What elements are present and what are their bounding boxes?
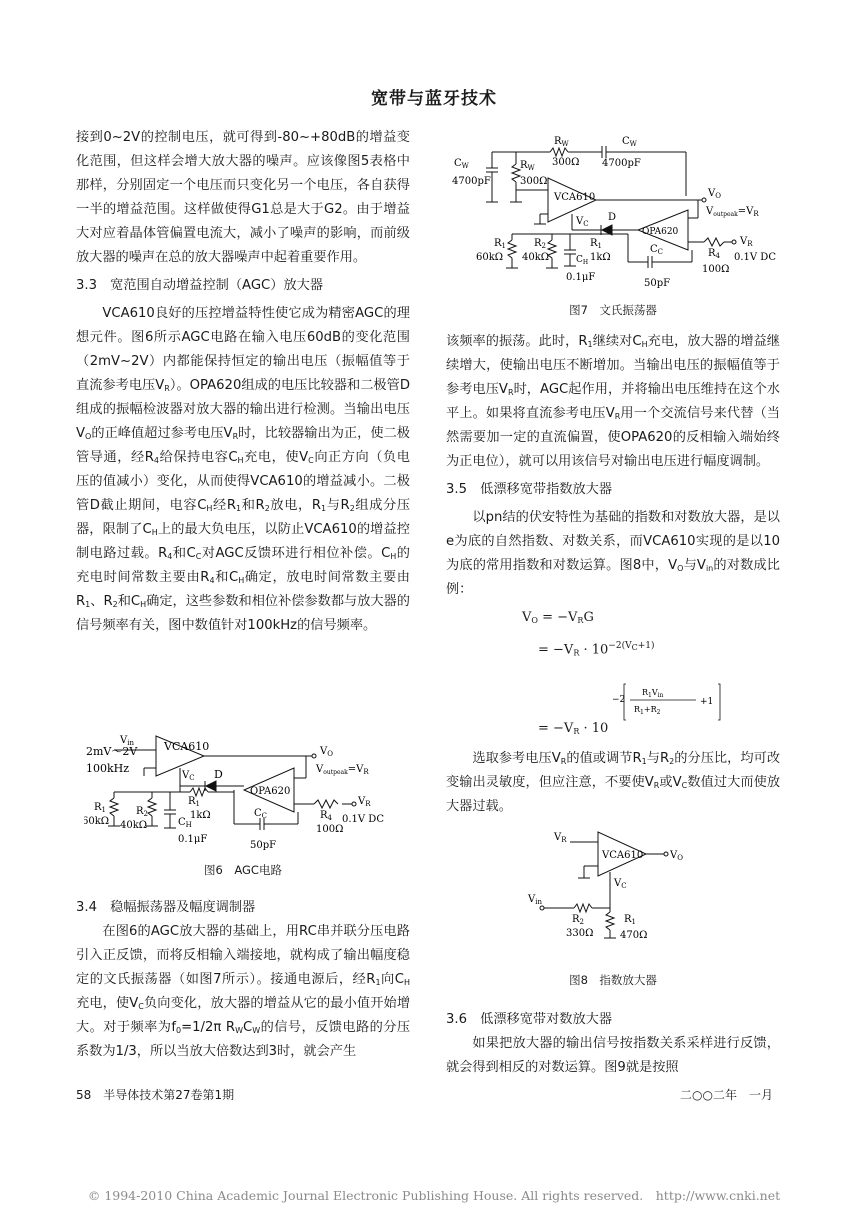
svg-text:OPA620: OPA620 (642, 227, 679, 237)
svg-text:VO: $V_O$ (670, 850, 683, 862)
section-heading-3-6: 3.6 低漂移宽带对数放大器 (446, 1012, 613, 1027)
svg-text:D: D (214, 768, 223, 781)
svg-text:CC: $C_C$ (650, 244, 664, 256)
agc-circuit-diagram (84, 728, 404, 852)
svg-text:40kΩ: 40kΩ (120, 820, 148, 831)
svg-text:100kHz: 100kHz (86, 762, 130, 775)
svg-text:2mV～2V: 2mV～2V (86, 745, 138, 758)
svg-text:CW: $C_W$ (622, 136, 637, 148)
svg-text:Voutpeak=VR: $V_{outpeak}=V_R$ (706, 206, 759, 218)
svg-text:50pF: 50pF (644, 278, 671, 289)
equation-line-2: = $-V_R \cdot 10^{-2(V_C+1)}$ (538, 641, 655, 658)
figure-8-caption: 图8 指数放大器 (569, 973, 657, 987)
svg-text:VCA610: VCA610 (602, 850, 644, 861)
svg-text:0.1μF: 0.1μF (566, 272, 596, 283)
svg-text:60kΩ: 60kΩ (84, 816, 110, 827)
svg-text:1kΩ: 1kΩ (590, 252, 611, 263)
svg-text:Voutpeak=VR: $V_{outpeak}=V_R$ (316, 764, 369, 776)
svg-text:R2: $R_2$ (136, 806, 148, 818)
section-heading-3-4: 3.4 稳幅振荡器及幅度调制器 (76, 900, 256, 915)
right-column (446, 330, 780, 819)
svg-text:300Ω: 300Ω (520, 176, 548, 187)
svg-text:CW: $C_W$ (454, 158, 469, 170)
svg-text:0.1V DC: 0.1V DC (734, 252, 776, 263)
svg-text:300Ω: 300Ω (552, 157, 580, 168)
figure-8-exponential-amplifier (520, 826, 720, 956)
svg-text:R1: $R_1$ (494, 238, 506, 250)
svg-text:100Ω: 100Ω (702, 264, 730, 275)
svg-text:Vin: $V_{in}$ (120, 735, 134, 747)
copyright-line: © 1994-2010 China Academic Journal Electronic Publishing House. All rights reserved. http://www.cnki.net (87, 1188, 781, 1203)
svg-text:VR: $V_R$ (358, 796, 371, 808)
running-header: 宽带与蓝牙技术 (371, 89, 497, 109)
svg-text:470Ω: 470Ω (620, 930, 648, 941)
footer-date: 二○○二年 一月 (680, 1088, 773, 1102)
paragraph: 该频率的振荡。此时，$R_1$继续对$C_H$充电，放大器的增益继续增大，使输出电压不断增加。当输出电压的振幅值等于参考电压$V_R$时，AGC起作用，并将输出电压维持在这个水平上。如果将直流参考电压$V_R$用一个交流信号来代替（当然需要加一定的直流偏置，使OPA620的反相输入端始终为正电位），就可以用该信号对输出电压进行幅度调制。 (446, 334, 780, 469)
svg-text:0.1V DC: 0.1V DC (342, 814, 384, 825)
svg-text:R4: $R_4$ (320, 810, 332, 822)
svg-text:60kΩ: 60kΩ (476, 252, 504, 263)
svg-text:RW: $R_W$ (554, 136, 569, 148)
svg-text:R1: $R_1$ (624, 914, 636, 926)
svg-text:OPA620: OPA620 (250, 786, 291, 797)
equation-line-1: $V_O = -V_RG$ (522, 610, 594, 625)
right-column-lower (446, 1008, 780, 1080)
paragraph: 以pn结的伏安特性为基础的指数和对数放大器，是以e为底的自然指数、对数关系，而VCA610实现的是以10为底的常用指数和对数运算。图8中，$V_O$与$V_{in}$的对数成比例： (446, 510, 780, 597)
footer-journal: 58 半导体技术第27卷第1期 (76, 1088, 235, 1102)
section-heading-3-3: 3.3 宽范围自动增益控制（AGC）放大器 (76, 278, 324, 293)
svg-text:D: D (608, 212, 617, 223)
svg-text:VC: $V_C$ (182, 770, 195, 782)
figure-7-wien-oscillator (452, 134, 782, 292)
svg-text:330Ω: 330Ω (566, 928, 594, 939)
paragraph: 选取参考电压$V_R$的值或调节$R_1$与$R_2$的分压比，均可改变输出灵敏度，但应注意，不要使$V_R$或$V_C$数值过大而使放大器过载。 (446, 751, 781, 815)
paragraph: VCA610良好的压控增益特性使它成为精密AGC的理想元件。图6所示AGC电路在输入电压60dB的变化范围（2mV~2V）内都能保持恒定的输出电压（振幅值等于直流参考电压$V_R$）。OPA620组成的电压比较器和二极管D组成的振幅检波器对放大器的输出进行检测。当输出电压$V_O$的正峰值超过参考电压$V_R$时，比较器输出为正，使二极管导通，经$R_4$给保持电容$C_H$充电，使$V_C$向正方向（负电压的值减小）变化，从而使得VCA610的增益减小。二极管D截止期间，电容$C_H$经$R_1$和$R_2$放电，$R_1$与$R_2$组成分压器，限制了$C_H$上的最大负电压，以防止VCA610的增益控制电路过载。$R_4$和$C_C$对AGC反馈环进行相位补偿。$C_H$的充电时间常数主要由$R_4$和$C_H$确定，放电时间常数主要由$R_1$、$R_2$和$C_H$确定，这些参数和相位补偿参数都与放大器的信号频率有关，图中数值针对100kHz的信号频率。 (76, 306, 411, 633)
left-column-lower (76, 896, 410, 1064)
svg-text:VO: $V_O$ (708, 188, 721, 200)
svg-text:VR: $V_R$ (740, 236, 753, 248)
svg-text:R2: $R_2$ (534, 238, 546, 250)
svg-text:+1: +1 (700, 697, 714, 708)
equation-line-3: = $-V_R \cdot 10$ −2 $R_1V_{in}$ $R_1+R_2$ +1 (522, 680, 780, 743)
paragraph: 在图6的AGC放大器的基础上，用RC串并联分压电路引入正反馈，而将反相输入端接地，就构成了输出幅度稳定的文氏振荡器（如图7所示）。接通电源后，经$R_1$向$C_H$充电，使$V_C$负向变化，放大器的增益从它的最小值开始增大。对于频率为$f_0=1/2\pi$ $R_WC_W$的信号，反馈电路的分压系数为1/3，所以当放大倍数达到3时，就会产生 (76, 924, 411, 1059)
wien-oscillator-diagram (452, 134, 782, 292)
svg-text:Vin: $V_{in}$ (528, 894, 542, 906)
svg-text:VCA610: VCA610 (164, 740, 210, 753)
svg-text:CH: $C_H$ (178, 817, 192, 829)
svg-text:VO: $V_O$ (320, 746, 333, 758)
svg-text:R1: $R_1$ (188, 796, 200, 808)
equation-block (446, 604, 780, 743)
svg-text:0.1μF: 0.1μF (178, 834, 208, 845)
figure-6-agc-circuit (84, 728, 404, 852)
svg-text:RW: $R_W$ (520, 160, 535, 172)
svg-text:−2: −2 (612, 695, 626, 706)
section-heading-3-5: 3.5 低漂移宽带指数放大器 (446, 482, 613, 497)
svg-text:100Ω: 100Ω (316, 824, 344, 835)
svg-text:VC: $V_C$ (614, 878, 627, 890)
paragraph: 如果把放大器的输出信号按指数关系采样进行反馈，就会得到相反的对数运算。图9就是按照 (446, 1036, 780, 1075)
svg-text:1kΩ: 1kΩ (190, 810, 211, 821)
svg-text:R1+R2: $R_1+R_2$ (634, 705, 661, 717)
svg-text:CH: $C_H$ (576, 255, 589, 266)
left-column (76, 126, 410, 638)
svg-text:40kΩ: 40kΩ (522, 252, 550, 263)
svg-text:R4: $R_4$ (708, 248, 720, 260)
figure-6-caption: 图6 AGC电路 (204, 863, 282, 877)
paragraph: 接到0~2V的控制电压，就可得到-80~+80dB的增益变化范围，但这样会增大放大器的噪声。应该像图5表格中那样，分别固定一个电压而只变化另一个电压，各自获得一半的增益范围。这样做使得G1总是大于G2。由于增益大对应着晶体管偏置电流大，减小了噪声的影响，而前级放大器的噪声在总的放大器噪声中起着重要作用。 (76, 130, 410, 265)
svg-text:4700pF: 4700pF (452, 176, 491, 187)
svg-text:VR: $V_R$ (554, 832, 567, 844)
svg-text:R1Vin: $R_1V_{in}$ (642, 688, 664, 700)
exponential-amplifier-diagram (520, 826, 720, 956)
svg-text:VC: $V_C$ (576, 216, 589, 228)
exponent-fraction (612, 680, 732, 724)
svg-text:CC: $C_C$ (254, 808, 268, 820)
svg-text:R1: $R_1$ (94, 802, 106, 814)
svg-text:R1: $R_1$ (590, 238, 602, 250)
svg-text:50pF: 50pF (250, 840, 277, 851)
figure-7-caption: 图7 文氏振荡器 (569, 303, 657, 317)
svg-text:4700pF: 4700pF (602, 158, 641, 169)
svg-text:VCA610: VCA610 (554, 192, 596, 203)
svg-text:R2: $R_2$ (572, 914, 584, 926)
